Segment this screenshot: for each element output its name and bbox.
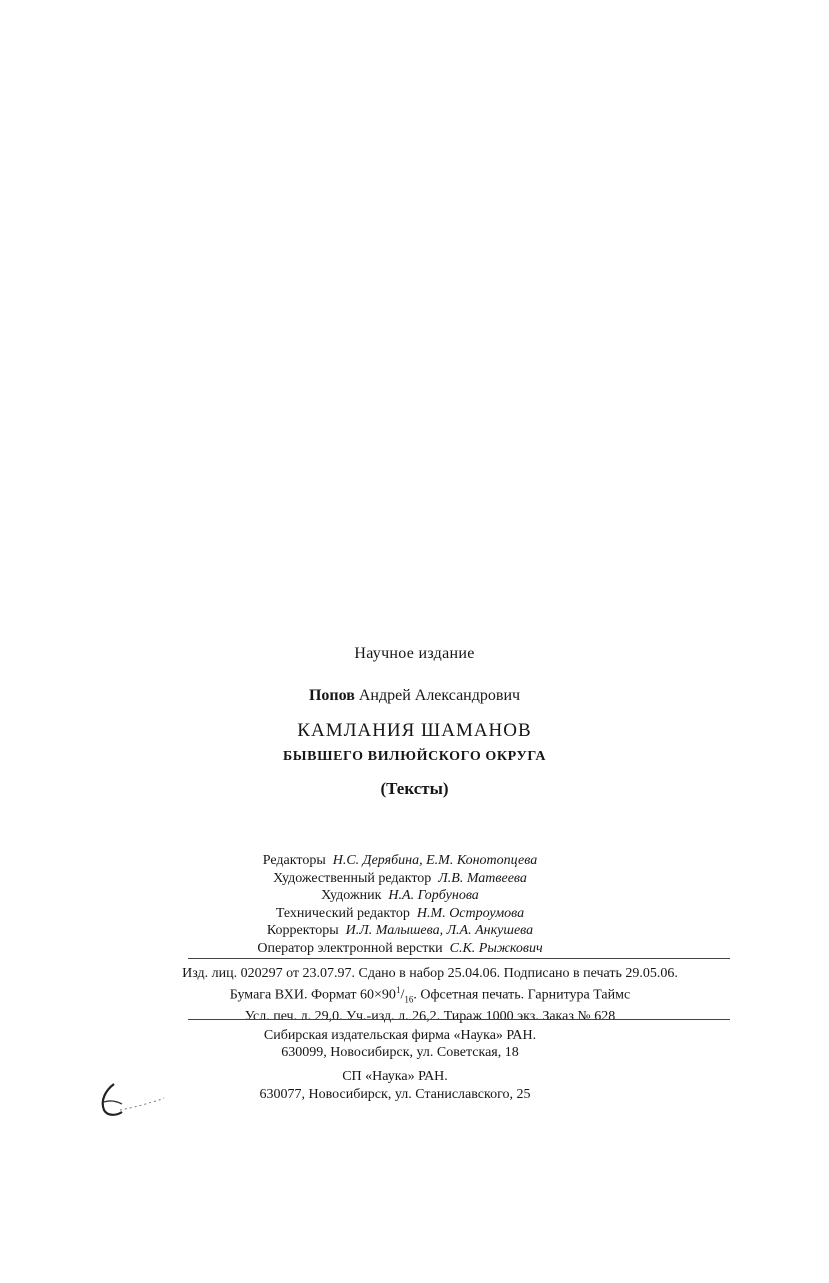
author-name: Андрей Александрович — [358, 687, 521, 704]
publisher-block — [200, 1027, 600, 1061]
credit-role: Корректоры — [266, 923, 339, 938]
credit-role: Редакторы — [262, 853, 326, 868]
format-superscript: 1 — [395, 985, 401, 995]
series-label: Научное издание — [354, 645, 475, 662]
credit-persons: Л.В. Матвеева — [438, 870, 527, 886]
book-subtitle: (Тексты) — [380, 779, 449, 798]
credit-persons: Н.А. Горбунова — [388, 888, 479, 903]
credit-row — [190, 887, 610, 905]
imprint-line — [180, 982, 680, 1008]
imprint-print-info: . Офсетная печать. Гарнитура Таймс — [413, 987, 631, 1003]
imprint-block — [180, 965, 680, 1025]
author-line — [0, 687, 829, 705]
stamp-mark-icon — [96, 1080, 166, 1120]
credit-row — [190, 870, 610, 888]
credit-row — [190, 852, 610, 870]
author-surname: Попов — [308, 687, 355, 704]
divider — [188, 958, 730, 959]
divider — [188, 1019, 730, 1020]
printer-block — [195, 1068, 595, 1104]
credit-role: Художник — [321, 888, 382, 903]
credit-role: Оператор электронной верстки — [257, 940, 443, 956]
credits-block — [190, 852, 610, 957]
book-title-line2: БЫВШЕГО ВИЛЮЙСКОГО ОКРУГА — [282, 749, 547, 764]
credit-persons: С.К. Рыжкович — [449, 940, 543, 956]
credit-role: Художественный редактор — [273, 870, 432, 886]
credit-role: Технический редактор — [275, 905, 410, 921]
imprint-line: Усл. печ. л. 29,0. Уч.-изд. л. 26,2. Тираж 1000 экз. Заказ № 628 — [244, 1009, 616, 1025]
credit-persons: Н.С. Дерябина, Е.М. Конотопцева — [332, 853, 538, 868]
credit-persons: Н.М. Остроумова — [416, 905, 525, 921]
format-subscript: 16 — [404, 994, 414, 1005]
imprint-line: Изд. лиц. 020297 от 23.07.97. Сдано в набор 25.04.06. Подписано в печать 29.05.06. — [182, 966, 678, 981]
credit-row — [190, 922, 610, 940]
printer-address: 630077, Новосибирск, ул. Станиславского, 25 — [259, 1087, 531, 1102]
format-slash: / — [400, 987, 405, 1003]
book-title: КАМЛАНИЯ ШАМАНОВ — [297, 720, 532, 741]
publisher-name: Сибирская издательская фирма «Наука» РАН. — [263, 1028, 537, 1043]
credit-row — [190, 940, 610, 958]
credit-persons: И.Л. Малышева, Л.А. Анкушева — [345, 923, 534, 938]
publisher-address: 630099, Новосибирск, ул. Советская, 18 — [281, 1045, 519, 1060]
printer-name: СП «Наука» РАН. — [342, 1069, 448, 1084]
credit-row — [190, 905, 610, 923]
imprint-format: Бумага ВХИ. Формат 60×90 — [229, 987, 396, 1003]
